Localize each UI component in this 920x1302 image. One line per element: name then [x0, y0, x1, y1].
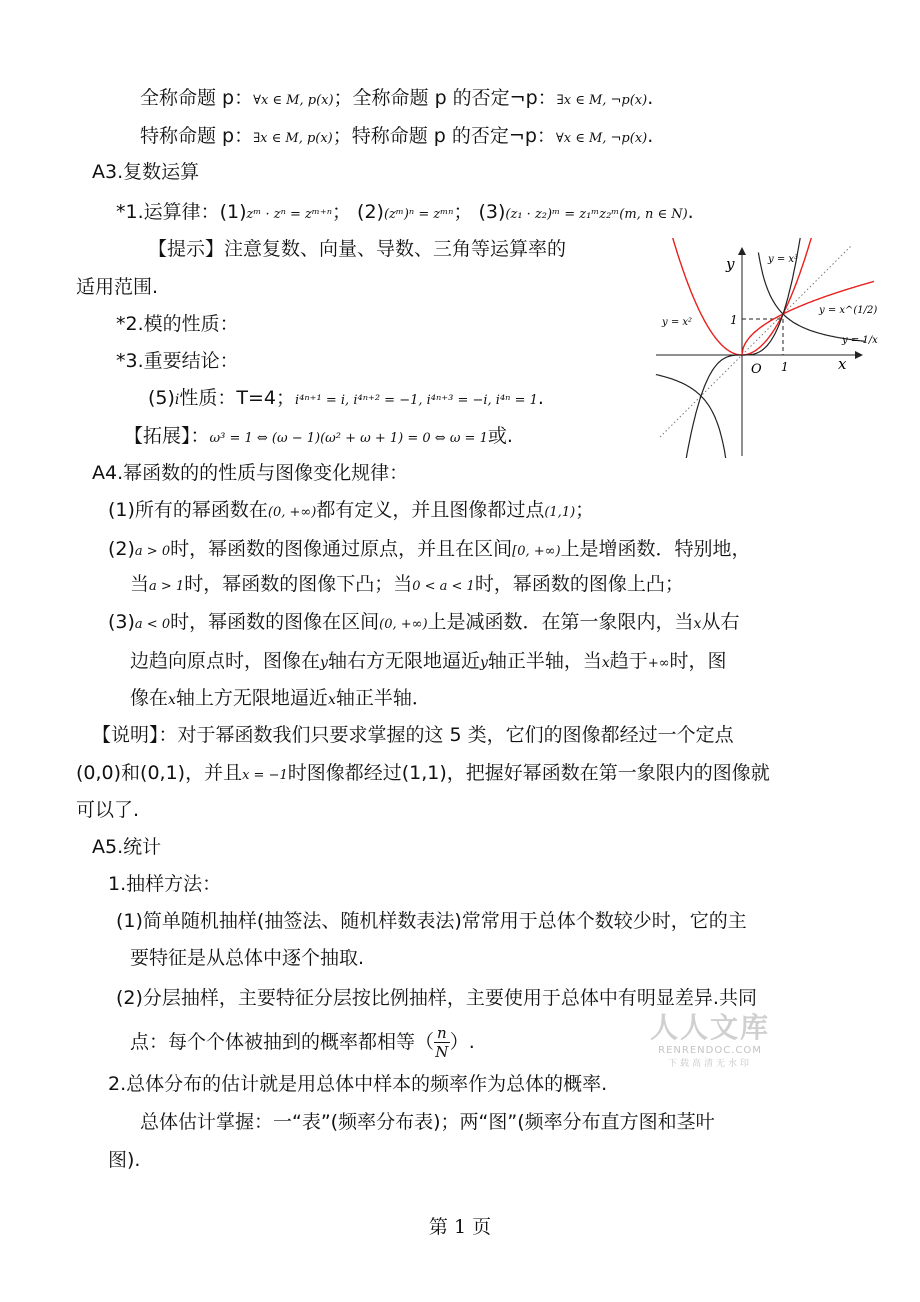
simple-random-sampling-cont: 要特征是从总体中逐个抽取. — [130, 947, 365, 969]
text: ；特称命题 p 的否定¬p： — [332, 125, 556, 147]
text: . — [647, 87, 654, 109]
text: ）. — [449, 1031, 475, 1053]
text: 特称命题 p： — [140, 125, 254, 147]
text: 上是增函数．特别地， — [560, 538, 751, 560]
formula: +∞ — [647, 656, 670, 671]
section-heading-a3: A3.复数运算 — [92, 161, 200, 183]
text: 时，幂函数的图像下凸；当 — [184, 573, 413, 595]
important-conclusions-line: *3.重要结论： — [116, 350, 239, 372]
fraction-n-over-N — [434, 1024, 450, 1061]
text: 上是减函数．在第一象限内，当 — [427, 611, 694, 633]
formula: x = −1 — [242, 768, 288, 783]
text: 趋于 — [609, 650, 648, 672]
origin-label: O — [751, 362, 762, 377]
tick-one-y: 1 — [730, 313, 738, 327]
existential-proposition-line — [140, 122, 653, 153]
text: ；全称命题 p 的否定¬p： — [333, 87, 557, 109]
curve-y-inverse-x-positive — [758, 253, 865, 342]
text: 轴右方无限地逼近 — [327, 650, 480, 672]
universal-proposition-line — [140, 84, 653, 115]
formula: [0, +∞) — [512, 544, 561, 559]
population-distribution-line: 2.总体分布的估计就是用总体中样本的频率作为总体的概率. — [108, 1073, 608, 1095]
text: ； (2) — [332, 201, 384, 223]
text: . — [687, 201, 694, 223]
formula: ∀x ∈ M, p(x) — [253, 93, 334, 108]
formula: (zᵐ)ⁿ = zᵐⁿ — [383, 207, 454, 222]
text: (5) — [148, 387, 175, 409]
hint-continuation: 适用范围. — [76, 276, 159, 298]
formula: i — [174, 392, 180, 408]
formula: x — [693, 616, 702, 632]
text: (0,0)和(0,1)，并且 — [76, 762, 243, 784]
operation-laws-line — [116, 198, 694, 229]
label-y-x-squared: y = x² — [662, 317, 693, 328]
formula: zᵐ · zⁿ = zᵐ⁺ⁿ — [246, 207, 332, 222]
population-estimation-cont: 图). — [108, 1149, 141, 1171]
text: . — [647, 125, 654, 147]
formula: (z₁ · z₂)ᵐ = z₁ᵐz₂ᵐ(m, n ∈ N) — [505, 207, 688, 222]
watermark — [648, 1012, 772, 1070]
simple-random-sampling-line: (1)简单随机抽样(抽签法、随机样数表法)常常用于总体个数较少时，它的主 — [116, 910, 747, 932]
formula: ∀x ∈ M, ¬p(x) — [555, 131, 648, 146]
text: 全称命题 p： — [140, 87, 254, 109]
explanation-line: 【说明】：对于幂函数我们只要求掌握的这 5 类，它们的图像都经过一个定点 — [92, 724, 734, 746]
label-y-sqrt-x: y = x^(1/2) — [819, 305, 878, 316]
text: 性质：T=4； — [179, 387, 296, 409]
y-axis-label: y — [726, 255, 735, 273]
label-y-inverse-x: y = 1/x — [842, 335, 878, 346]
formula: ∃x ∈ M, p(x) — [253, 131, 333, 146]
formula: 0 < a < 1 — [412, 579, 475, 594]
curve-y-inverse-x-negative — [656, 375, 727, 463]
text: . — [537, 387, 544, 409]
watermark-slogan: 下载高清无水印 — [667, 1059, 752, 1069]
watermark-title: 人人文库 — [649, 1011, 770, 1044]
text: 或. — [487, 425, 513, 447]
text: 时，幂函数的图像通过原点，并且在区间 — [170, 538, 513, 560]
modulus-properties-line: *2.模的性质： — [116, 313, 239, 335]
label-y-x-cubed: y = x³ — [768, 254, 799, 265]
hint-line: 【提示】注意复数、向量、导数、三角等运算率的 — [148, 238, 567, 260]
formula: y — [479, 655, 488, 671]
formula: a > 1 — [149, 579, 185, 594]
explanation-line-2 — [76, 759, 770, 790]
formula: ∃x ∈ M, ¬p(x) — [556, 93, 648, 108]
fraction-numerator: n — [434, 1024, 450, 1043]
formula: x — [168, 692, 176, 708]
text: (3) — [108, 611, 135, 633]
text: 边趋向原点时，图像在 — [130, 650, 321, 672]
watermark-domain: RENRENDOC.COM — [658, 1045, 762, 1056]
text: 点：每个个体被抽到的概率都相等（ — [130, 1031, 435, 1053]
formula: a < 0 — [134, 617, 171, 632]
formula: x — [327, 692, 336, 708]
power-function-graph — [652, 238, 878, 458]
curve-y-x-cubed — [683, 187, 808, 480]
i-property-line — [148, 384, 544, 415]
text: 都有定义，并且图像都过点 — [316, 499, 545, 521]
text: 像在 — [130, 687, 169, 709]
formula: a > 0 — [134, 544, 171, 559]
text: ； (3) — [453, 201, 506, 223]
section-heading-a4: A4.幂函数的的性质与图像变化规律： — [92, 462, 409, 484]
stratified-sampling-line: (2)分层抽样，主要特征分层按比例抽样，主要使用于总体中有明显差异.共同 — [116, 987, 757, 1009]
power-function-rule-2-cont — [130, 570, 684, 601]
text: ； — [575, 499, 595, 521]
page-number: 第 1 页 — [428, 1216, 492, 1238]
formula: ω³ = 1 ⇔ (ω − 1)(ω² + ω + 1) = 0 ⇔ ω = 1 — [209, 431, 488, 446]
fraction-denominator: N — [435, 1043, 449, 1061]
text: 时图像都经过(1,1)，把握好幂函数在第一象限内的图像就 — [287, 762, 770, 784]
text: 轴正半轴． — [335, 687, 431, 709]
section-heading-a5: A5.统计 — [92, 836, 162, 858]
text: 时，幂函数的图像上凸； — [474, 573, 684, 595]
text: 当 — [130, 573, 150, 595]
formula: (1,1) — [544, 505, 576, 520]
x-axis-label: x — [838, 355, 847, 373]
tick-one-x: 1 — [781, 360, 789, 374]
sampling-methods-title: 1.抽样方法： — [108, 873, 222, 895]
text: (1)所有的幂函数在 — [108, 499, 268, 521]
formula: i⁴ⁿ⁺¹ = i, i⁴ⁿ⁺² = −1, i⁴ⁿ⁺³ = −i, i⁴ⁿ = 1 — [295, 393, 538, 408]
formula: (0, +∞) — [267, 505, 317, 520]
text: 时，图 — [669, 650, 727, 672]
formula: x — [601, 655, 610, 671]
text: 轴上方无限地逼近 — [175, 687, 328, 709]
text: *1.运算律：(1) — [116, 201, 247, 223]
power-function-rule-3-cont — [130, 647, 727, 678]
population-estimation-line: 总体估计掌握：一“表”(频率分布表)；两“图”(频率分布直方图和茎叶 — [140, 1111, 715, 1133]
dotted-line-y-equals-x — [660, 245, 852, 437]
power-function-rule-2 — [108, 535, 751, 566]
text: 轴正半轴，当 — [487, 650, 602, 672]
text: (2) — [108, 538, 135, 560]
power-function-rule-3 — [108, 608, 739, 639]
text: 时，幂函数的图像在区间 — [170, 611, 380, 633]
formula: (0, +∞) — [379, 617, 428, 632]
stratified-sampling-cont — [130, 1024, 475, 1061]
extension-line — [124, 422, 513, 453]
power-function-rule-3-end — [130, 684, 431, 714]
explanation-line-3: 可以了. — [76, 799, 140, 821]
power-function-rule-1 — [108, 496, 594, 527]
text: 【拓展】： — [124, 425, 210, 447]
formula: y — [320, 655, 328, 671]
text: 从右 — [701, 611, 740, 633]
